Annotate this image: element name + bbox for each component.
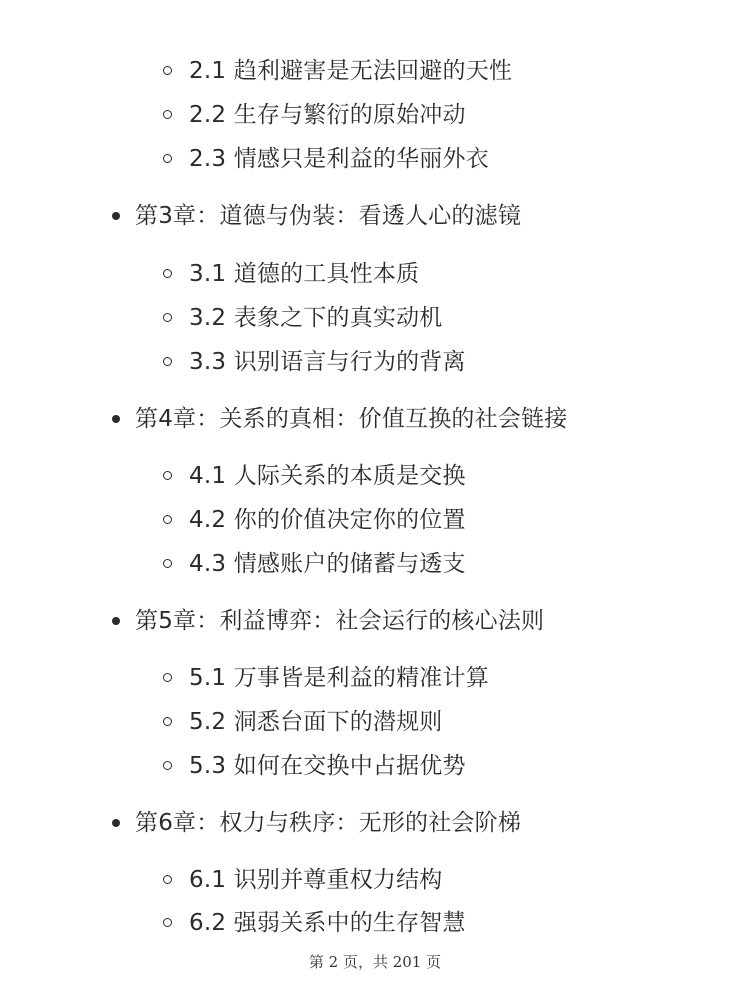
toc-section-item [0, 500, 750, 540]
toc-section-label: 5.2 洞悉台面下的潜规则 [189, 709, 443, 735]
toc-section-label: 2.1 趋利避害是无法回避的天性 [189, 58, 513, 84]
toc-section-item [0, 139, 750, 179]
hollow-bullet-icon [163, 515, 172, 524]
toc-section-label: 3.3 识别语言与行为的背离 [189, 349, 466, 375]
toc-section-item [0, 95, 750, 135]
toc-section-item [0, 456, 750, 496]
toc-chapter-item [0, 196, 750, 236]
hollow-bullet-icon [163, 66, 172, 75]
filled-bullet-icon [112, 819, 120, 827]
toc-section-item [0, 544, 750, 584]
toc-section-item [0, 254, 750, 294]
hollow-bullet-icon [163, 313, 172, 322]
toc-chapter-item [0, 601, 750, 641]
toc-section-item [0, 702, 750, 742]
hollow-bullet-icon [163, 761, 172, 770]
hollow-bullet-icon [163, 717, 172, 726]
toc-section-item [0, 903, 750, 943]
toc-section-label: 3.2 表象之下的真实动机 [189, 305, 443, 331]
toc-section-label: 6.1 识别并尊重权力结构 [189, 867, 443, 893]
hollow-bullet-icon [163, 110, 172, 119]
filled-bullet-icon [112, 212, 120, 220]
hollow-bullet-icon [163, 471, 172, 480]
toc-chapter-label: 第5章：利益博弈：社会运行的核心法则 [135, 608, 545, 634]
toc-section-item [0, 298, 750, 338]
toc-section-label: 4.1 人际关系的本质是交换 [189, 463, 466, 489]
toc-section-item [0, 51, 750, 91]
toc-chapter-label: 第6章：权力与秩序：无形的社会阶梯 [135, 810, 522, 836]
toc-chapter-item [0, 399, 750, 439]
toc-chapter-item [0, 803, 750, 843]
toc-section-item [0, 746, 750, 786]
toc-section-label: 6.2 强弱关系中的生存智慧 [189, 910, 466, 936]
toc-section-label: 5.3 如何在交换中占据优势 [189, 753, 466, 779]
toc-section-label: 3.1 道德的工具性本质 [189, 261, 420, 287]
toc-section-item [0, 658, 750, 698]
toc-section-label: 2.2 生存与繁衍的原始冲动 [189, 102, 466, 128]
filled-bullet-icon [112, 617, 120, 625]
toc-chapter-label: 第3章：道德与伪装：看透人心的滤镜 [135, 203, 522, 229]
toc-section-item [0, 860, 750, 900]
hollow-bullet-icon [163, 559, 172, 568]
toc-section-label: 4.3 情感账户的储蓄与透支 [189, 551, 466, 577]
hollow-bullet-icon [163, 673, 172, 682]
filled-bullet-icon [112, 415, 120, 423]
hollow-bullet-icon [163, 918, 172, 927]
toc-section-item [0, 342, 750, 382]
toc-section-label: 4.2 你的价值决定你的位置 [189, 507, 466, 533]
toc-section-label: 5.1 万事皆是利益的精准计算 [189, 665, 489, 691]
hollow-bullet-icon [163, 154, 172, 163]
hollow-bullet-icon [163, 269, 172, 278]
hollow-bullet-icon [163, 875, 172, 884]
page-number-footer: 第 2 页，共 201 页 [308, 953, 442, 971]
hollow-bullet-icon [163, 357, 172, 366]
toc-section-label: 2.3 情感只是利益的华丽外衣 [189, 146, 489, 172]
toc-chapter-label: 第4章：关系的真相：价值互换的社会链接 [135, 406, 568, 432]
